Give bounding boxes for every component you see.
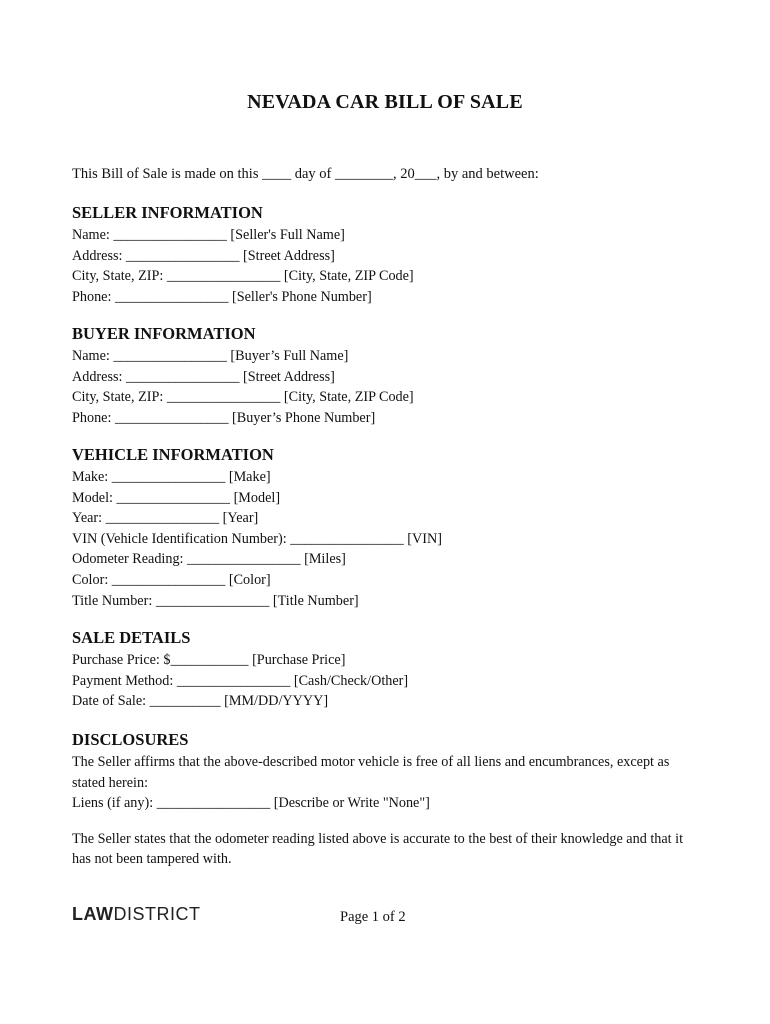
disclosures-section xyxy=(72,729,697,870)
buyer-heading: BUYER INFORMATION xyxy=(72,324,256,343)
sale-section xyxy=(72,627,702,712)
vehicle-odometer-line: Odometer Reading: ________________ [Miles] xyxy=(72,551,346,568)
seller-address-line: Address: ________________ [Street Address] xyxy=(72,247,335,264)
seller-city-line: City, State, ZIP: ________________ [City, State, ZIP Code] xyxy=(72,268,414,285)
intro-sentence: This Bill of Sale is made on this ____ day of ________, 20___, by and between: xyxy=(72,166,539,182)
page-number: Page 1 of 2 xyxy=(340,909,406,925)
buyer-name-line: Name: ________________ [Buyer’s Full Name] xyxy=(72,348,349,364)
sale-heading: SALE DETAILS xyxy=(72,628,191,647)
vehicle-section xyxy=(72,444,702,611)
seller-phone-line: Phone: ________________ [Seller's Phone Number] xyxy=(72,288,372,305)
seller-section xyxy=(72,202,702,307)
seller-heading: SELLER INFORMATION xyxy=(72,203,263,222)
sale-price-line: Purchase Price: $___________ [Purchase Price] xyxy=(72,652,346,668)
vehicle-year-line: Year: ________________ [Year] xyxy=(72,510,259,527)
sale-payment-line: Payment Method: ________________ [Cash/Check/Other] xyxy=(72,672,409,689)
seller-name-line: Name: ________________ [Seller's Full Name] xyxy=(72,227,345,243)
liens-line: Liens (if any): ________________ [Describe or Write "None"] xyxy=(72,795,430,812)
odometer-statement: The Seller states that the odometer reading listed above is accurate to the best of their knowledge and that it has not been tampered with. xyxy=(72,830,684,868)
liens-statement: The Seller affirms that the above-described motor vehicle is free of all liens and encumbrances, except as stated herein: xyxy=(72,754,670,791)
buyer-section xyxy=(72,323,702,428)
lawdistrict-logo xyxy=(72,904,201,925)
buyer-address-line: Address: ________________ [Street Address] xyxy=(72,368,335,385)
vehicle-title-number-line: Title Number: ________________ [Title Number] xyxy=(72,592,359,609)
vehicle-model-line: Model: ________________ [Model] xyxy=(72,489,281,506)
buyer-city-line: City, State, ZIP: ________________ [City, State, ZIP Code] xyxy=(72,389,414,406)
logo-regular-part: DISTRICT xyxy=(113,904,201,924)
vehicle-color-line: Color: ________________ [Color] xyxy=(72,571,271,588)
buyer-phone-line: Phone: ________________ [Buyer’s Phone Number] xyxy=(72,409,376,426)
document-title: NEVADA CAR BILL OF SALE xyxy=(247,91,523,113)
vehicle-vin-line: VIN (Vehicle Identification Number): ________________ [VIN] xyxy=(72,530,442,547)
vehicle-heading: VEHICLE INFORMATION xyxy=(72,445,274,464)
disclosures-heading: DISCLOSURES xyxy=(72,730,189,749)
logo-bold-part: LAW xyxy=(72,904,114,924)
sale-date-line: Date of Sale: __________ [MM/DD/YYYY] xyxy=(72,693,329,710)
vehicle-make-line: Make: ________________ [Make] xyxy=(72,469,271,485)
